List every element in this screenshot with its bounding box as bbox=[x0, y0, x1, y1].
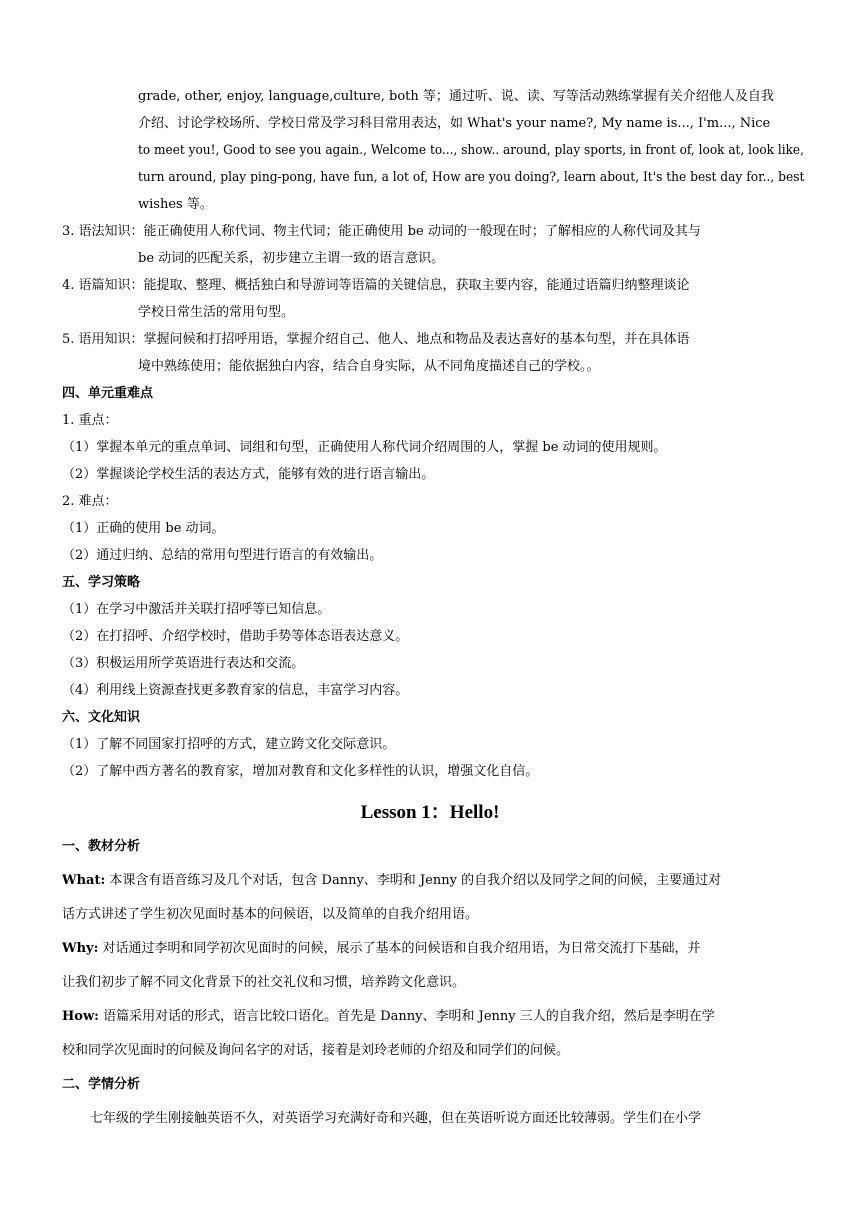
difficult-point-item: （1）正确的使用 be 动词。 bbox=[62, 521, 225, 536]
discourse-line-2: 学校日常生活的常用句型。 bbox=[138, 305, 295, 320]
lesson-title: Lesson 1：Hello! bbox=[360, 802, 500, 823]
culture-item: （2）了解中西方著名的教育家，增加对教育和文化多样性的认识，增强文化自信。 bbox=[62, 764, 539, 779]
discourse-line-1: 4. 语篇知识：能提取、整理、概括独白和导游词等语篇的关键信息，获取主要内容，能通过语篇归纳整理谈论 bbox=[62, 278, 690, 293]
pragmatic-line-2: 境中熟练使用；能依据独白内容，结合自身实际，从不同角度描述自己的学校。。 bbox=[138, 359, 600, 374]
vocab-line-4: turn around, play ping-pong, have fun, a lot of, How are you doing?, learn about, It's the best day for.., best bbox=[138, 170, 805, 185]
how-line-2: 校和同学次见面时的问候及询问名字的对话，接着是刘玲老师的介绍及和同学们的问候。 bbox=[62, 1043, 570, 1058]
section5-heading: 五、学习策略 bbox=[62, 575, 141, 590]
learners-heading: 二、学情分析 bbox=[62, 1077, 141, 1092]
culture-item: （1）了解不同国家打招呼的方式，建立跨文化交际意识。 bbox=[62, 737, 396, 752]
what-line-1 bbox=[62, 872, 721, 890]
what-label: What: bbox=[62, 873, 106, 888]
strategy-item: （3）积极运用所学英语进行表达和交流。 bbox=[62, 656, 305, 671]
grammar-line-2: be 动词的匹配关系，初步建立主谓一致的语言意识。 bbox=[138, 251, 445, 266]
how-label: How: bbox=[62, 1009, 99, 1024]
how-line-1 bbox=[62, 1008, 715, 1026]
key-point-item: （2）掌握谈论学校生活的表达方式，能够有效的进行语言输出。 bbox=[62, 467, 435, 482]
what-text: 本课含有语音练习及几个对话，包含 Danny、李明和 Jenny 的自我介绍以及同学之间的问候，主要通过对 bbox=[105, 873, 722, 888]
what-line-2: 话方式讲述了学生初次见面时基本的问候语，以及简单的自我介绍用语。 bbox=[62, 907, 479, 922]
vocab-line-2: 介绍、讨论学校场所、学校日常及学习科目常用表达，如 What's your name?, My name is..., I'm..., Nice bbox=[138, 116, 771, 131]
how-text: 语篇采用对话的形式，语言比较口语化。首先是 Danny、李明和 Jenny 三人的自我介绍，然后是李明在学 bbox=[98, 1009, 715, 1024]
difficult-point-item: （2）通过归纳、总结的常用句型进行语言的有效输出。 bbox=[62, 548, 383, 563]
key-point-item: （1）掌握本单元的重点单词、词组和句型，正确使用人称代词介绍周围的人，掌握 be 动词的使用规则。 bbox=[62, 440, 667, 455]
strategy-item: （1）在学习中激活并关联打招呼等已知信息。 bbox=[62, 602, 331, 617]
vocab-line-1: grade, other, enjoy, language,culture, both 等；通过听、说、读、写等活动熟练掌握有关介绍他人及自我 bbox=[138, 89, 774, 104]
analysis-heading: 一、教材分析 bbox=[62, 839, 141, 854]
strategy-item: （4）利用线上资源查找更多教育家的信息，丰富学习内容。 bbox=[62, 683, 409, 698]
key-points-label: 1. 重点： bbox=[62, 413, 118, 428]
vocab-line-5: wishes 等。 bbox=[138, 197, 213, 212]
why-line-1 bbox=[62, 940, 701, 958]
why-text: 对话通过李明和同学初次见面时的问候，展示了基本的问候语和自我介绍用语，为日常交流打下基础，并 bbox=[98, 941, 701, 956]
grammar-line-1: 3. 语法知识：能正确使用人称代词、物主代词；能正确使用 be 动词的一般现在时；了解相应的人称代词及其与 bbox=[62, 224, 701, 239]
section6-heading: 六、文化知识 bbox=[62, 710, 141, 725]
strategy-item: （2）在打招呼、介绍学校时，借助手势等体态语表达意义。 bbox=[62, 629, 409, 644]
vocab-line-3: to meet you!, Good to see you again., Welcome to..., show.. around, play sports, in front of, look at, look like, bbox=[138, 143, 804, 158]
difficult-points-label: 2. 难点： bbox=[62, 494, 118, 509]
section4-heading: 四、单元重难点 bbox=[62, 386, 154, 401]
why-line-2: 让我们初步了解不同文化背景下的社交礼仪和习惯，培养跨文化意识。 bbox=[62, 975, 466, 990]
pragmatic-line-1: 5. 语用知识：掌握问候和打招呼用语，掌握介绍自己、他人、地点和物品及表达喜好的基本句型，并在具体语 bbox=[62, 332, 690, 347]
learners-line-1: 七年级的学生刚接触英语不久，对英语学习充满好奇和兴趣，但在英语听说方面还比较薄弱。学生们在小学 bbox=[90, 1111, 702, 1126]
why-label: Why: bbox=[62, 941, 99, 956]
